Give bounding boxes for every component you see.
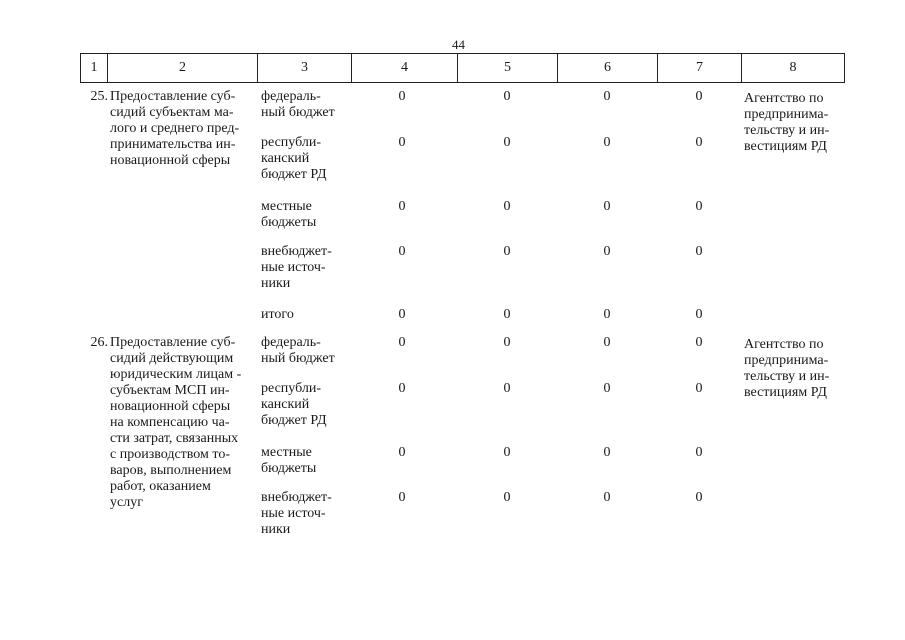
source-federal [261,335,345,367]
source-line: бюджеты [261,215,317,230]
table-header [80,53,845,83]
source-line: местные [261,199,312,214]
description-line: Предоставление суб- [110,335,236,350]
header-cell-1: 1 [81,54,108,82]
agency-line: вестициям РД [744,139,827,154]
description-line: Предоставление суб- [110,89,236,104]
description-line: новационной сферы [110,399,231,414]
agency-line: вестициям РД [744,385,827,400]
source-total [261,307,345,323]
value-col4: 0 [398,335,406,350]
row-description [110,89,258,169]
source-line: внебюджет- [261,490,332,505]
description-line: работ, оказанием [110,479,211,494]
agency-line: тельству и ин- [744,123,830,138]
value-col6: 0 [603,199,611,214]
value-col7: 0 [695,244,703,259]
value-col6: 0 [603,335,611,350]
description-line: сти затрат, связанных [110,431,239,446]
description-line: субъектам МСП ин- [110,383,230,398]
agency-line: Агентство по [744,337,824,352]
page-number: 44 [452,37,465,52]
source-republic [261,381,345,429]
description-line: сидий действующим [110,351,234,366]
value-col6: 0 [603,135,611,150]
source-line: ный бюджет [261,351,335,366]
source-line: канский [261,151,310,166]
value-col4: 0 [398,135,406,150]
value-col7: 0 [695,490,703,505]
value-col6: 0 [603,244,611,259]
value-col7: 0 [695,89,703,104]
header-cell-6: 6 [558,54,658,82]
description-line: новационной сферы [110,153,231,168]
description-line: варов, выполнением [110,463,232,478]
description-line: с производством то- [110,447,230,462]
row-number: 25. [90,89,108,104]
value-col4: 0 [398,89,406,104]
value-col7: 0 [695,335,703,350]
value-col7: 0 [695,445,703,460]
source-line: внебюджет- [261,244,332,259]
value-col5: 0 [503,381,511,396]
value-col5: 0 [503,490,511,505]
value-col7: 0 [695,135,703,150]
source-line: федераль- [261,335,321,350]
agency-line: Агентство по [744,91,824,106]
value-col4: 0 [398,381,406,396]
source-local [261,199,345,231]
description-line: сидий субъектам ма- [110,105,234,120]
source-line: местные [261,445,312,460]
description-line: юридическим лицам - [110,367,242,382]
header-cell-7: 7 [658,54,742,82]
agency-line: тельству и ин- [744,369,830,384]
value-col6: 0 [603,89,611,104]
value-col6: 0 [603,381,611,396]
description-line: лого и среднего пред- [110,121,240,136]
value-col6: 0 [603,490,611,505]
value-col7: 0 [695,199,703,214]
source-line: федераль- [261,89,321,104]
value-col5: 0 [503,135,511,150]
source-extrabudgetary [261,244,345,292]
value-col4: 0 [398,490,406,505]
row-agency [744,91,840,155]
value-col6: 0 [603,307,611,322]
row-number: 26. [90,335,108,350]
source-line: ники [261,522,291,537]
source-line: республи- [261,135,321,150]
source-line: ные источ- [261,506,326,521]
value-col5: 0 [503,89,511,104]
value-col5: 0 [503,244,511,259]
source-line: республи- [261,381,321,396]
header-cell-4: 4 [352,54,458,82]
source-line: ные источ- [261,260,326,275]
source-line: бюджет РД [261,167,327,182]
value-col5: 0 [503,335,511,350]
header-cell-3: 3 [258,54,352,82]
source-line: итого [261,307,294,322]
value-col7: 0 [695,381,703,396]
source-line: ный бюджет [261,105,335,120]
value-col5: 0 [503,199,511,214]
value-col5: 0 [503,307,511,322]
source-republic [261,135,345,183]
source-line: бюджеты [261,461,317,476]
description-line: принимательства ин- [110,137,236,152]
value-col4: 0 [398,445,406,460]
header-cell-5: 5 [458,54,558,82]
value-col4: 0 [398,307,406,322]
agency-line: предпринима- [744,353,829,368]
value-col5: 0 [503,445,511,460]
value-col4: 0 [398,244,406,259]
row-agency [744,337,840,401]
value-col6: 0 [603,445,611,460]
header-cell-2: 2 [108,54,258,82]
source-federal [261,89,345,121]
description-line: услуг [110,495,143,510]
source-local [261,445,345,477]
agency-line: предпринима- [744,107,829,122]
row-description [110,335,258,511]
source-line: канский [261,397,310,412]
value-col7: 0 [695,307,703,322]
source-extrabudgetary [261,490,345,538]
value-col4: 0 [398,199,406,214]
source-line: бюджет РД [261,413,327,428]
description-line: на компенсацию ча- [110,415,230,430]
header-cell-8: 8 [789,60,797,75]
source-line: ники [261,276,291,291]
